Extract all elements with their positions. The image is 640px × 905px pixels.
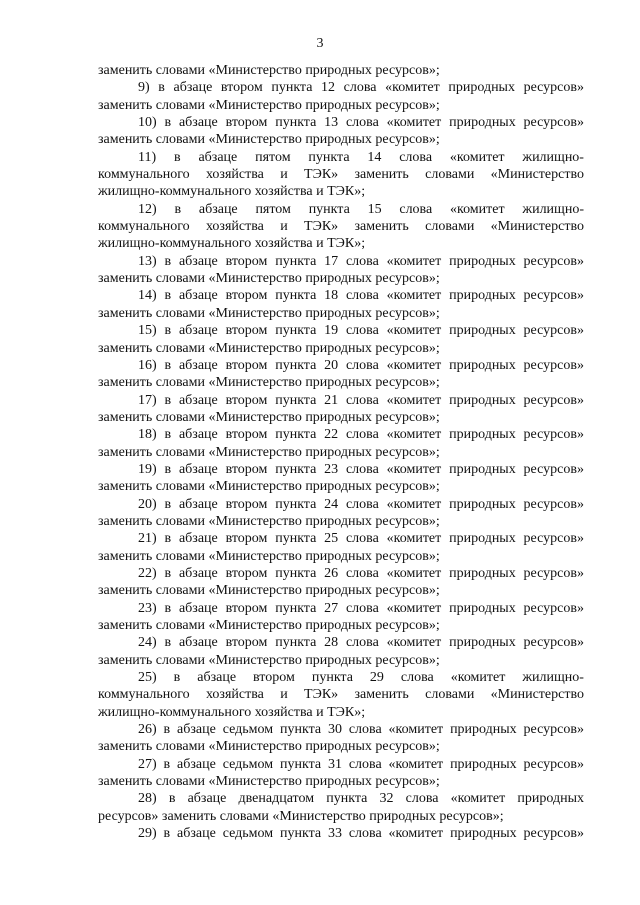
word: втором [225,427,268,443]
word: «комитет [449,201,505,217]
word: абзаце [178,288,218,304]
word: 29 [369,670,384,686]
word: втором [225,323,268,339]
text-line [98,253,584,270]
word: 27) [138,756,157,772]
word: природных [449,496,516,512]
line-text: заменить словами «Министерство природных ресурсов»; [98,97,440,113]
word: ТЭК» [304,687,339,703]
word: 21) [138,531,157,547]
word: 14) [138,288,157,304]
text-line [98,721,584,738]
word: пункта [275,392,317,408]
text-line [98,582,584,599]
line-text: ресурсов» заменить словами «Министерство природных ресурсов»; [98,808,504,824]
word: словами [425,167,475,183]
word: 17 [324,253,339,269]
word: 12 [321,80,336,96]
word: слова [348,722,382,738]
word: в [164,635,172,651]
word: природных [450,722,517,738]
word: абзаце [177,722,216,738]
word: абзаце [178,427,218,443]
word: 17) [138,392,157,408]
word: 31 [327,756,342,772]
word: в [173,670,181,686]
line-text: заменить словами «Министерство природных ресурсов»; [98,271,440,287]
word: пункта [279,756,322,772]
word: 21 [324,392,339,408]
word: 20) [138,496,157,512]
word: в [164,115,172,131]
line-text: заменить словами «Министерство природных ресурсов»; [98,652,440,668]
word: пункта [275,115,317,131]
word: абзаце [198,149,238,165]
text-line [98,513,584,530]
word: природных [449,253,516,269]
line-text: заменить словами «Министерство природных ресурсов»; [98,409,440,425]
word: заменить [354,687,409,703]
word: 14 [367,149,382,165]
text-line [98,773,584,790]
word: ресурсов» [523,253,584,269]
word: ресурсов» [523,531,584,547]
word: втором [225,253,268,269]
word: «комитет [388,756,444,772]
line-text: заменить словами «Министерство природных ресурсов»; [98,513,440,529]
word: пункта [279,722,322,738]
word: ресурсов» [523,635,584,651]
word: природных [449,427,516,443]
word: в [164,427,172,443]
text-line [98,825,584,842]
word: слова [345,323,379,339]
word: втором [225,288,268,304]
word: пятом [255,201,291,217]
word: «комитет [386,600,442,616]
word: природных [449,635,516,651]
word: 23) [138,600,157,616]
document-body [98,62,584,842]
word: природных [517,791,584,807]
word: ресурсов» [523,323,584,339]
word: 20 [324,357,339,373]
word: природных [449,565,516,581]
text-line [98,149,584,166]
word: пункта [308,149,350,165]
text-line [98,548,584,565]
word: пункта [275,461,317,477]
word: абзаце [178,531,218,547]
line-text: заменить словами «Министерство природных ресурсов»; [98,444,440,460]
word: седьмом [222,826,274,842]
text-line [98,444,584,461]
word: пункта [275,565,317,581]
word: 10) [138,115,157,131]
word: слова [348,826,382,842]
word: втором [225,115,268,131]
text-line [98,340,584,357]
word: двенадцатом [238,791,315,807]
word: «комитет [386,357,442,373]
line-text: заменить словами «Министерство природных ресурсов»; [98,774,440,790]
word: абзаце [173,80,213,96]
word: жилищно- [522,149,584,165]
text-line [98,669,584,686]
word: пункта [275,496,317,512]
text-line [98,322,584,339]
word: в [164,392,172,408]
word: 18) [138,427,157,443]
text-line [98,738,584,755]
word: 13) [138,253,157,269]
word: «комитет [386,496,442,512]
word: 15 [367,201,382,217]
word: в [164,496,172,512]
word: абзаце [187,791,227,807]
text-line [98,392,584,409]
word: пункта [275,323,317,339]
text-line [98,634,584,651]
word: пункта [311,670,353,686]
word: 32 [379,791,394,807]
text-line [98,62,584,79]
word: абзаце [177,756,216,772]
word: втором [225,392,268,408]
word: 25 [324,531,339,547]
word: в [164,357,172,373]
word: 33 [327,826,342,842]
line-text: заменить словами «Министерство природных ресурсов»; [98,305,440,321]
word: хозяйства [205,167,264,183]
word: абзаце [178,635,218,651]
word: пункта [326,791,368,807]
word: абзаце [178,461,218,477]
text-line [98,496,584,513]
word: природных [450,756,517,772]
word: слова [348,756,382,772]
word: ресурсов» [523,427,584,443]
word: «Министерство [490,167,584,183]
word: ресурсов» [523,357,584,373]
word: 11) [138,149,157,165]
word: слова [399,149,433,165]
page-number: 3 [316,36,324,51]
word: «комитет [386,427,442,443]
word: ресурсов» [523,756,584,772]
word: ресурсов» [523,496,584,512]
word: абзаце [178,496,218,512]
word: слова [345,496,379,512]
line-text: заменить словами «Министерство природных ресурсов»; [98,479,440,495]
word: ТЭК» [304,219,339,235]
text-line [98,652,584,669]
word: природных [449,600,516,616]
word: 28) [138,791,157,807]
word: 26) [138,722,157,738]
text-line [98,235,584,252]
word: 29) [138,826,157,842]
word: абзаце [178,600,218,616]
word: абзаце [178,323,218,339]
word: «комитет [386,288,442,304]
word: в [168,791,176,807]
word: слова [405,791,439,807]
word: «комитет [385,80,440,96]
word: ресурсов» [523,461,584,477]
word: «Министерство [490,219,584,235]
line-text: заменить словами «Министерство природных ресурсов»; [98,132,440,148]
word: природных [449,531,516,547]
word: абзаце [178,357,218,373]
word: природных [449,288,516,304]
word: ресурсов» [523,826,584,842]
word: «комитет [386,392,442,408]
word: слова [399,201,433,217]
word: «комитет [386,323,442,339]
word: абзаце [178,392,218,408]
word: 28 [324,635,339,651]
word: ресурсов» [523,722,584,738]
text-line [98,374,584,391]
word: 25) [138,670,157,686]
word: и [280,167,288,183]
text-line [98,808,584,825]
word: втором [225,496,268,512]
word: абзаце [177,826,216,842]
word: седьмом [222,722,274,738]
word: слова [345,600,379,616]
word: 23 [324,461,339,477]
word: втором [225,357,268,373]
word: природных [449,357,516,373]
word: 16) [138,357,157,373]
word: в [164,600,172,616]
word: 12) [138,201,157,217]
word: жилищно- [522,670,584,686]
word: ресурсов» [523,565,584,581]
word: природных [449,323,516,339]
word: «комитет [388,826,444,842]
word: слова [345,392,379,408]
word: и [280,687,288,703]
line-text: заменить словами «Министерство природных ресурсов»; [98,375,440,391]
text-line [98,201,584,218]
text-line [98,183,584,200]
word: 19 [324,323,339,339]
word: природных [449,461,516,477]
word: «комитет [386,461,442,477]
word: втором [225,565,268,581]
text-line [98,600,584,617]
text-line [98,131,584,148]
text-line [98,357,584,374]
word: в [158,80,165,96]
word: втором [253,670,295,686]
text-line [98,426,584,443]
word: в [164,253,172,269]
word: в [164,531,172,547]
word: в [163,756,171,772]
word: «комитет [386,635,442,651]
word: пункта [279,826,322,842]
text-line [98,114,584,131]
line-text: заменить словами «Министерство природных ресурсов»; [98,618,440,633]
text-line [98,461,584,478]
word: 9) [138,80,150,96]
word: «комитет [449,149,505,165]
text-line [98,530,584,547]
word: ресурсов» [523,288,584,304]
word: втором [220,80,263,96]
word: 24) [138,635,157,651]
word: ресурсов» [523,392,584,408]
word: хозяйства [205,687,264,703]
word: слова [345,288,379,304]
word: пункта [275,427,317,443]
word: ресурсов» [523,80,584,96]
text-line [98,270,584,287]
word: слова [343,80,377,96]
line-text: заменить словами «Министерство природных ресурсов»; [98,583,440,599]
text-line [98,166,584,183]
text-line [98,409,584,426]
word: природных [449,115,516,131]
text-line [98,704,584,721]
word: втором [225,531,268,547]
word: «комитет [386,531,442,547]
word: «комитет [388,722,444,738]
word: «комитет [386,565,442,581]
line-text: заменить словами «Министерство природных ресурсов»; [98,63,440,78]
line-text: жилищно-коммунального хозяйства и ТЭК»; [98,704,366,720]
text-line [98,218,584,235]
word: коммунального [98,687,190,703]
word: слова [400,670,434,686]
word: 18 [324,288,339,304]
word: заменить [354,167,409,183]
word: пункта [275,635,317,651]
word: 24 [324,496,339,512]
word: слова [345,253,379,269]
line-text: жилищно-коммунального хозяйства и ТЭК»; [98,236,366,252]
word: пункта [275,253,317,269]
word: абзаце [178,115,218,131]
word: 22 [324,427,339,443]
word: в [163,826,171,842]
word: коммунального [98,219,190,235]
word: ресурсов» [523,600,584,616]
word: слова [345,461,379,477]
word: в [174,149,181,165]
word: в [164,288,172,304]
word: хозяйства [205,219,264,235]
word: природных [450,826,517,842]
word: 15) [138,323,157,339]
line-text: заменить словами «Министерство природных ресурсов»; [98,739,440,755]
word: словами [425,219,475,235]
text-line [98,617,584,634]
word: «комитет [450,670,506,686]
word: заменить [354,219,409,235]
text-line [98,756,584,773]
word: 26 [324,565,339,581]
word: природных [449,392,516,408]
word: втором [225,635,268,651]
text-line [98,287,584,304]
word: ресурсов» [523,115,584,131]
line-text: заменить словами «Министерство природных ресурсов»; [98,548,440,564]
word: втором [225,461,268,477]
word: пункта [275,600,317,616]
text-line [98,79,584,96]
word: ТЭК» [304,167,339,183]
word: 22) [138,565,157,581]
text-line [98,305,584,322]
word: слова [345,427,379,443]
word: абзаце [178,565,218,581]
word: пятом [255,149,291,165]
word: втором [225,600,268,616]
word: и [280,219,288,235]
word: слова [345,565,379,581]
word: «комитет [386,115,442,131]
word: пункта [308,201,350,217]
text-line [98,97,584,114]
word: пункта [271,80,313,96]
word: абзаце [197,670,237,686]
line-text: заменить словами «Министерство природных ресурсов»; [98,340,440,356]
word: природных [448,80,515,96]
text-line [98,790,584,807]
text-line [98,565,584,582]
word: 30 [327,722,342,738]
word: пункта [275,357,317,373]
word: «комитет [386,253,442,269]
word: «комитет [450,791,506,807]
word: слова [345,531,379,547]
word: 19) [138,461,157,477]
word: в [164,461,172,477]
word: абзаце [198,201,238,217]
word: «Министерство [490,687,584,703]
word: абзаце [178,253,218,269]
word: слова [345,357,379,373]
word: в [174,201,182,217]
word: в [164,323,172,339]
text-line [98,686,584,703]
word: пункта [275,288,317,304]
text-line [98,478,584,495]
word: в [163,722,171,738]
word: в [164,565,172,581]
word: слова [345,635,379,651]
word: 13 [324,115,339,131]
line-text: жилищно-коммунального хозяйства и ТЭК»; [98,184,366,200]
word: жилищно- [522,201,584,217]
word: слова [345,115,379,131]
word: 27 [324,600,339,616]
word: седьмом [222,756,274,772]
word: пункта [275,531,317,547]
word: коммунального [98,167,190,183]
word: словами [425,687,475,703]
